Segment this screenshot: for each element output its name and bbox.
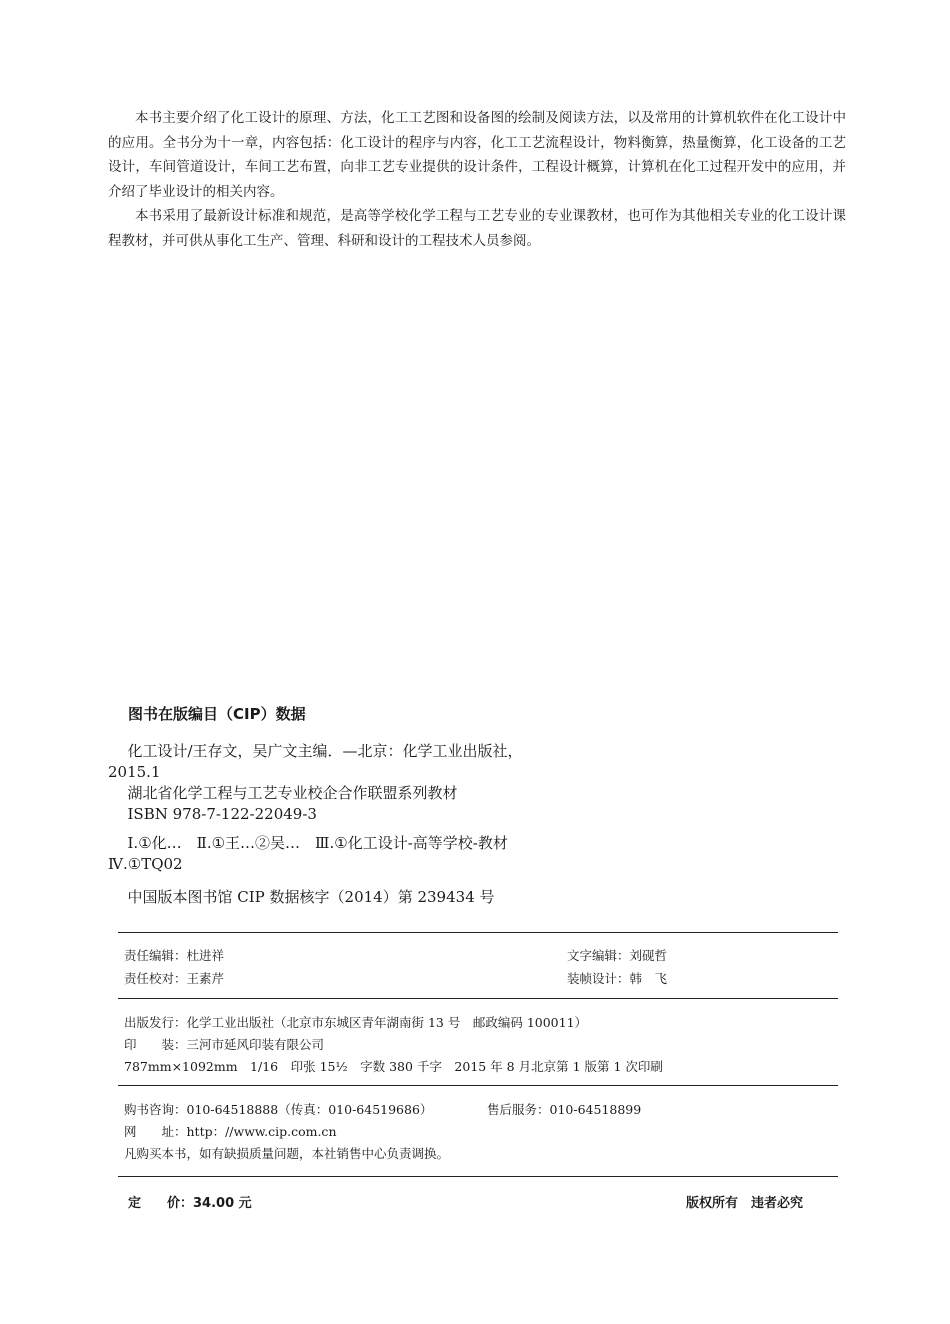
book-summary (108, 106, 846, 253)
cip-verification-block (108, 887, 668, 908)
cip-subjects: Ⅰ.①化… Ⅱ.①王…②吴… Ⅲ.①化工设计-高等学校-教材 Ⅳ.①TQ02 (108, 834, 523, 873)
proofreader: 责任校对：王素芹 (124, 971, 225, 986)
cover-designer: 装帧设计：韩 飞 (567, 971, 668, 986)
purchase-inquiry: 购书咨询：010-64518888（传真：010-64519686） (124, 1102, 433, 1117)
website: 网 址：http：//www.cip.com.cn (124, 1124, 337, 1139)
cip-entry (108, 741, 548, 825)
price: 定 价：34.00 元 (128, 1196, 252, 1211)
text-editor: 文字编辑：刘砚哲 (567, 948, 668, 963)
print-specs: 787mm×1092mm 1/16 印张 15½ 字数 380 千字 2015 年 8 月北京第 1 版第 1 次印刷 (124, 1059, 663, 1074)
replacement-notice: 凡购买本书，如有缺损质量问题，本社销售中心负责调换。 (124, 1146, 450, 1161)
copyright-notice: 版权所有 违者必究 (686, 1196, 804, 1211)
cip-title-entry: 化工设计/王存文，吴广文主编．—北京：化学工业出版社，2015.1 (108, 742, 523, 781)
cip-series: 湖北省化学工程与工艺专业校企合作联盟系列教材 (127, 784, 458, 802)
after-sales-service: 售后服务：010-64518899 (487, 1102, 642, 1117)
divider (118, 1085, 838, 1086)
cip-title: 图书在版编目（CIP）数据 (128, 705, 306, 723)
publisher-info: 出版发行：化学工业出版社（北京市东城区青年湖南街 13 号 邮政编码 100011） (124, 1015, 588, 1030)
summary-paragraph-2: 本书采用了最新设计标准和规范，是高等学校化学工程与工艺专业的专业课教材，也可作为其他相关专业的化工设计课程教材，并可供从事化工生产、管理、科研和设计的工程技术人员参阅。 (108, 208, 846, 249)
divider (118, 998, 838, 999)
divider (118, 932, 838, 933)
printer-info: 印 装：三河市延风印装有限公司 (124, 1037, 325, 1052)
cip-verification: 中国版本图书馆 CIP 数据核字（2014）第 239434 号 (127, 888, 495, 906)
cip-subjects-block (108, 833, 548, 875)
cip-isbn: ISBN 978-7-122-22049-3 (127, 805, 317, 823)
summary-paragraph-1: 本书主要介绍了化工设计的原理、方法，化工工艺图和设备图的绘制及阅读方法，以及常用的计算机软件在化工设计中的应用。全书分为十一章，内容包括：化工设计的程序与内容，化工工艺流程设计，物料衡算，热量衡算，化工设备的工艺设计，车间管道设计，车间工艺布置，向非工艺专业提供的设计条件，工程设计概算，计算机在化工过程开发中的应用，并介绍了毕业设计的相关内容。 (108, 110, 846, 200)
divider (118, 1176, 838, 1177)
responsible-editor: 责任编辑：杜进祥 (124, 948, 225, 963)
